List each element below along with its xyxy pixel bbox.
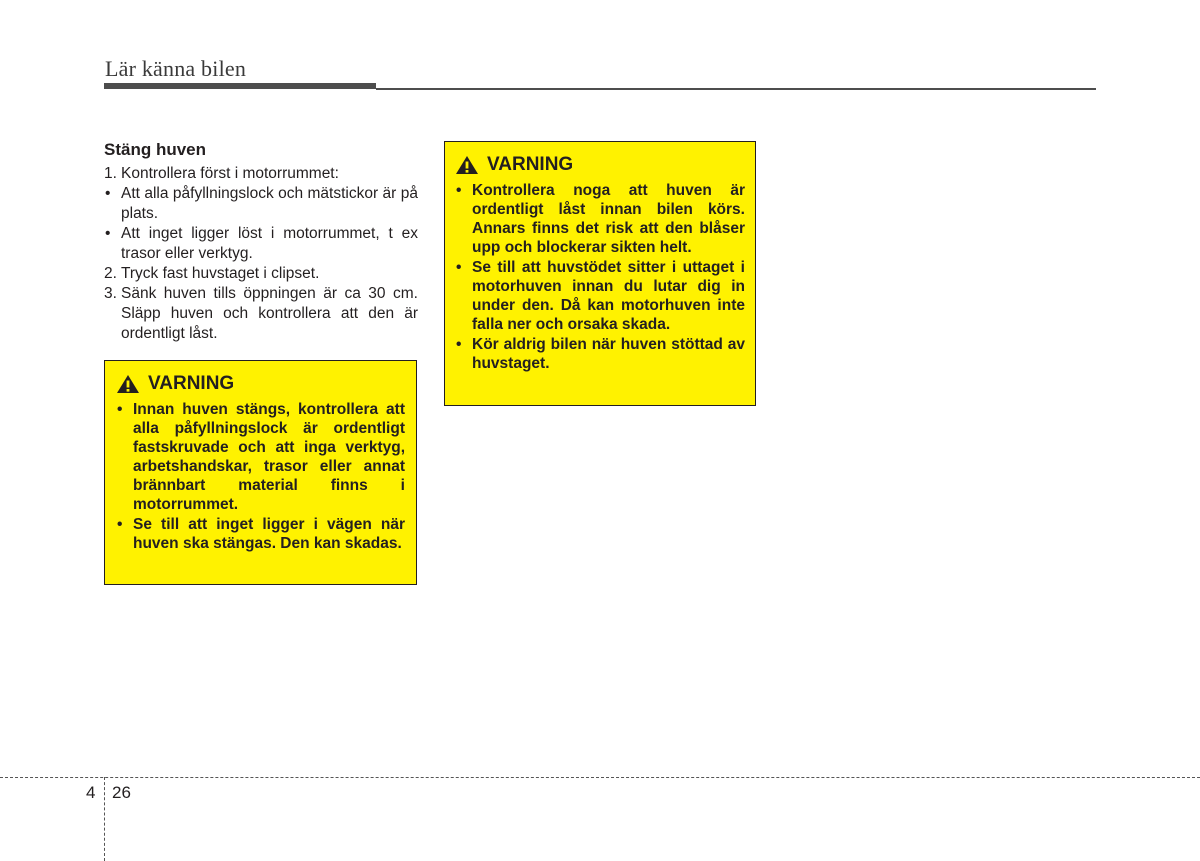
step-number: 3. <box>104 285 117 302</box>
step-text: Tryck fast huvstaget i clipset. <box>121 265 320 282</box>
list-item-text: Att alla påfyllningslock och mätstickor är på plats. <box>121 185 418 222</box>
warning-item-text: Se till att huvstödet sitter i uttaget i motorhuven innan du lutar dig in under den. Då kan motorhuven inte falla ner och orsaka skada. <box>472 259 745 333</box>
warning-item <box>455 181 745 257</box>
warning-item-text: Kör aldrig bilen när huven stöttad av huvstaget. <box>472 336 745 372</box>
chapter-number: 4 <box>86 783 96 802</box>
warning-title-text: VARNING <box>487 154 574 175</box>
step-number: 2. <box>104 265 117 282</box>
list-item <box>104 184 418 224</box>
warning-triangle-icon <box>455 155 479 175</box>
footer-divider <box>0 777 1200 778</box>
page-header-title: Lär känna bilen <box>105 56 247 81</box>
instructions-column <box>104 140 418 344</box>
bullet-marker: • <box>117 401 123 418</box>
warning-title <box>116 373 405 395</box>
warning-item-text: Se till att inget ligger i vägen när huven ska stängas. Den kan skadas. <box>133 516 405 552</box>
footer-page-divider <box>104 777 105 861</box>
header-rule-thin <box>376 88 1096 90</box>
bullet-marker: • <box>456 182 462 199</box>
list-item-text: Att inget ligger löst i motorrummet, t ex trasor eller verktyg. <box>121 225 418 262</box>
warning-item-text: Kontrollera noga att huven är ordentligt låst innan bilen körs. Annars finns det risk att den blåser upp och blockerar sikten helt. <box>472 182 745 256</box>
page-number: 26 <box>112 783 131 802</box>
header-rule-thick <box>104 83 376 89</box>
warning-item <box>116 400 405 514</box>
warning-item <box>455 335 745 373</box>
step-2 <box>104 264 418 284</box>
warning-box-right <box>444 141 756 406</box>
bullet-marker: • <box>105 225 111 242</box>
warning-item-text: Innan huven stängs, kontrollera att alla påfyllningslock är ordentligt fastskruvade och att inga verktyg, arbetshandskar, trasor eller annat brännbart material finns i motorrummet. <box>133 401 405 513</box>
warning-item <box>455 258 745 334</box>
section-heading: Stäng huven <box>104 140 207 159</box>
warning-title <box>455 154 745 176</box>
bullet-marker: • <box>456 259 462 276</box>
step-3 <box>104 284 418 344</box>
step-text: Kontrollera först i motorrummet: <box>121 165 339 182</box>
warning-title-text: VARNING <box>148 373 235 394</box>
warning-triangle-icon <box>116 374 140 394</box>
step-1 <box>104 164 418 184</box>
bullet-marker: • <box>117 516 123 533</box>
list-item <box>104 224 418 264</box>
bullet-marker: • <box>105 185 111 202</box>
step-text: Sänk huven tills öppningen är ca 30 cm. Släpp huven och kontrollera att den är ordentligt låst. <box>121 285 418 342</box>
step-number: 1. <box>104 165 117 182</box>
warning-box-left <box>104 360 417 585</box>
warning-item <box>116 515 405 553</box>
bullet-marker: • <box>456 336 462 353</box>
